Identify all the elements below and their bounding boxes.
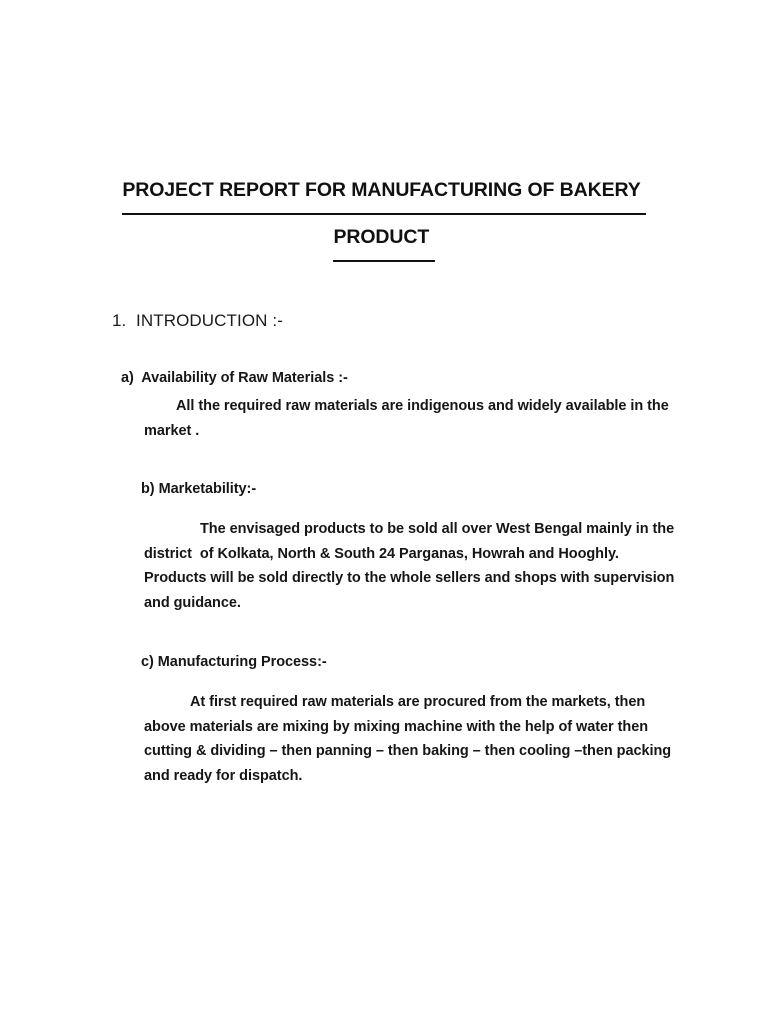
subsection-heading-marketability: b) Marketability:- [141, 481, 257, 497]
document-title-line-1 [112, 168, 656, 215]
document-title-line-2-text: PRODUCT [333, 215, 434, 262]
document-title-line-2 [112, 215, 656, 262]
document-title [112, 168, 656, 262]
subsection-body-availability-of-raw-materials: All the required raw materials are indigenous and widely available in the market . [144, 398, 673, 439]
document-title-line-1-text: PROJECT REPORT FOR MANUFACTURING OF BAKERY [122, 168, 645, 215]
subsection-heading-manufacturing-process: c) Manufacturing Process:- [141, 654, 327, 670]
subsection-heading-availability-of-raw-materials: a) Availability of Raw Materials :- [121, 370, 348, 386]
subsection-body-marketability: The envisaged products to be sold all over West Bengal mainly in the district of Kolkata, North & South 24 Parganas, Howrah and Hooghly. Products will be sold directly to the whole sellers and shops with supervision and guidance. [144, 521, 679, 611]
section-heading-introduction: 1. INTRODUCTION :- [112, 311, 283, 330]
subsection-body-manufacturing-process: At first required raw materials are procured from the markets, then above materials are mixing by mixing machine with the help of water then cutting & dividing – then panning – then baking – then cooling –then packing and ready for dispatch. [144, 694, 676, 784]
